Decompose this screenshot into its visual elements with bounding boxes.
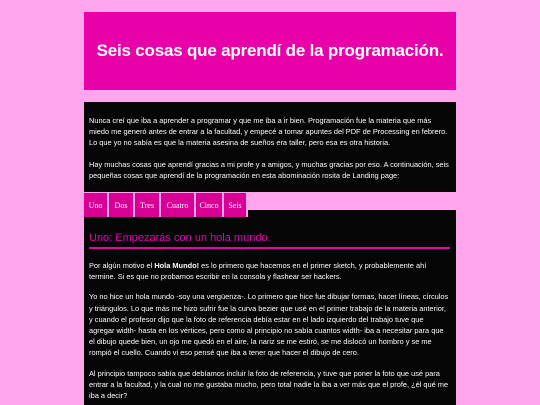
- paragraph-text: es lo primero que hacemos en el primer sketch, y probablemente ahí termine. Si es que no probamos escribir en la consola y flashear ser hackers.: [89, 261, 427, 282]
- tab-cinco[interactable]: Cinco: [196, 193, 222, 217]
- page-title: Seis cosas que aprendí de la programación.: [96, 41, 444, 60]
- section-paragraph-2: Yo no hice un hola mundo -soy una vergüenza-. Lo primero que hice fue dibujar formas, hacer líneas, círculos y triángulos. Lo que más me hizo sufrir fue la curva bezier que usé en el primer trabajo de la materia anterior, y cuando el profesor dijo que la foto de referencia debía estar en el lado izquierdo del trabajo tuve que agregar width- hasta en los vértices, pero como al principio no sabía cuantos width- iba a necesitar para que el dibujo quede bien, un ojo me quedó en el aire, la nariz se me estiró, se me dislocó un hombro y se me rompió el cuello. Cuando vi eso pensé que iba a tener que hacer el dibujo de cero.: [89, 292, 449, 358]
- intro-paragraph-2: Hay muchas cosas que aprendí gracias a mi profe y a amigos, y muchas gracias por eso. A continuación, seis pequeñas cosas que aprendí de la programación en esta abominación rosita de Landing page:: [89, 159, 449, 180]
- hola-mundo-bold: Hola Mundo!: [154, 261, 200, 270]
- page-header: [84, 12, 456, 90]
- tab-bar-filler: [248, 210, 456, 217]
- section-paragraph-3: Al principio tampoco sabía que debíamos incluir la foto de referencia, y tuve que poner la foto que usé para entrar a la facultad, y la cual no me gustaba mucho, pero total nadie la iba a ver más que el profe, ¿él qué me iba a decir?: [89, 368, 449, 401]
- tab-uno[interactable]: Uno: [84, 193, 107, 217]
- section-title: Uno: Empezarás con un hola mundo.: [89, 232, 271, 244]
- tab-tres[interactable]: Tres: [135, 193, 159, 217]
- intro-panel: [84, 102, 456, 192]
- tab-bar: [84, 193, 248, 217]
- tab-cuatro[interactable]: Cuatro: [161, 193, 194, 217]
- paragraph-text: Por algún motivo el: [89, 261, 155, 270]
- section-paragraph-1: [89, 260, 450, 282]
- tab-seis[interactable]: Seis: [224, 193, 246, 217]
- tab-dos[interactable]: Dos: [109, 193, 133, 217]
- section-divider: [89, 247, 450, 249]
- tab-content-panel: [84, 217, 456, 405]
- intro-paragraph-1: Nunca creí que iba a aprender a programar y que me iba a ir bien. Programación fue la materia que más miedo me generó antes de entrar a la facultad, y empecé a tomar apuntes del PDF de Processing en febrero. Lo que yo no sabía es que la materia asesina de sueños era taller, pero esa es otra historia.: [89, 116, 448, 148]
